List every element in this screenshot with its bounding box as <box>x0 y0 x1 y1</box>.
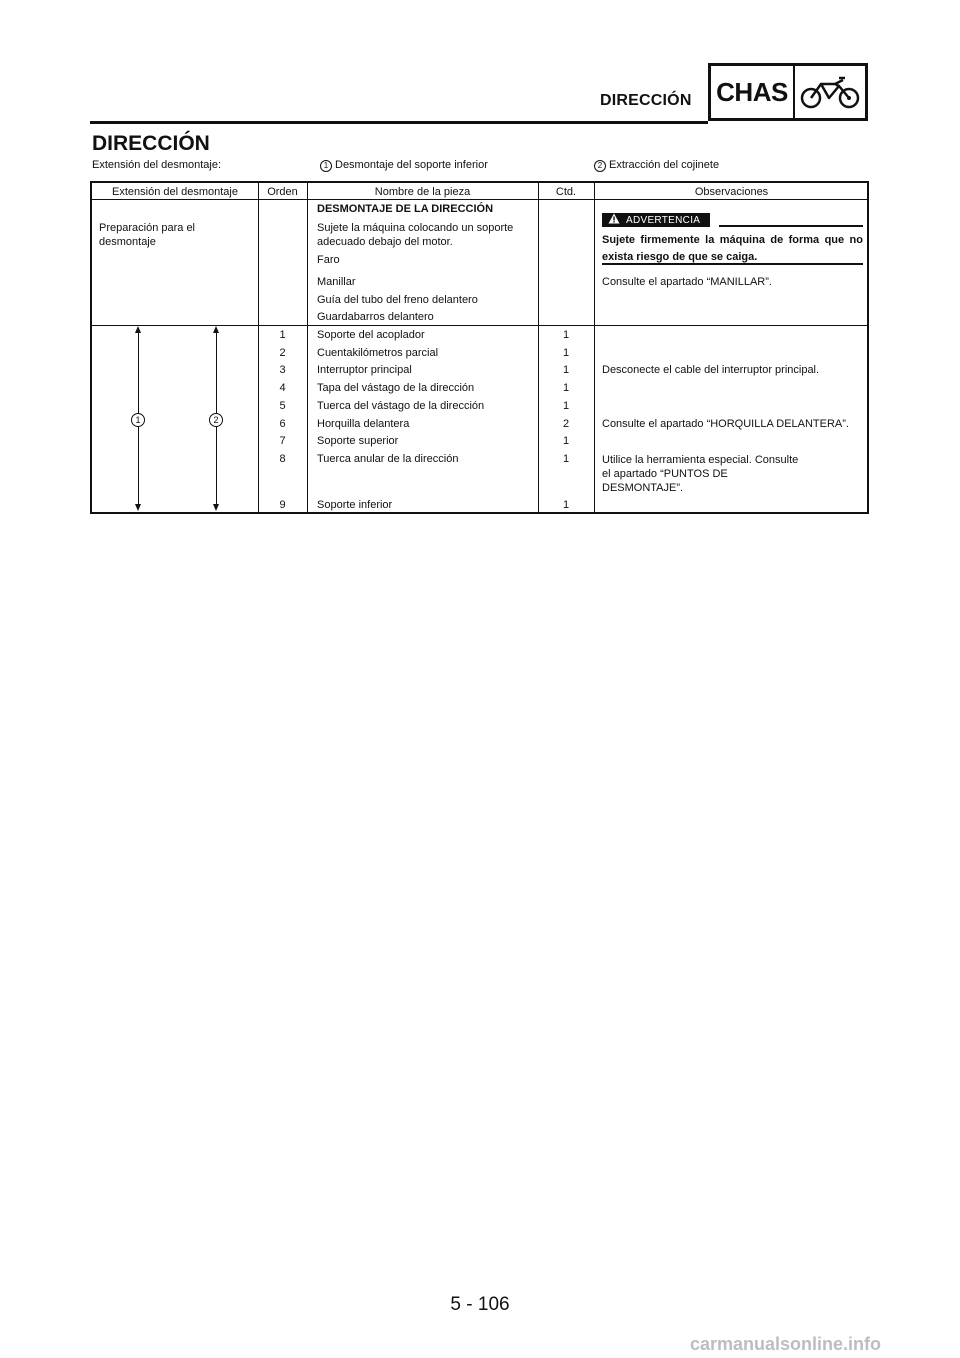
prep-heading: DESMONTAJE DE LA DIRECCIÓN <box>317 203 494 215</box>
row-part: Interruptor principal <box>317 364 412 376</box>
arrow-down-head <box>135 504 141 511</box>
row-order: 3 <box>279 364 286 376</box>
chas-badge-text: CHAS <box>711 66 795 118</box>
header-qty: Ctd. <box>555 186 577 198</box>
row-order: 2 <box>279 347 286 359</box>
disassembly-table <box>90 181 869 514</box>
header-remarks: Observaciones <box>694 186 769 198</box>
header-divider <box>92 199 867 200</box>
row-part: Tuerca del vástago de la dirección <box>317 400 485 412</box>
warning-text: Sujete firmemente la máquina de forma que no exista riesgo de que se caiga. <box>602 234 863 263</box>
row-part: Horquilla delantera <box>317 418 410 430</box>
prep-extent: Preparación para el desmontaje <box>99 222 196 248</box>
section-title: DIRECCIÓN <box>600 92 692 109</box>
arrow-down-head <box>213 504 219 511</box>
circled-number: 2 <box>594 160 606 172</box>
scope-item-2 <box>594 159 719 172</box>
scope-label: Extensión del desmontaje: <box>92 159 222 171</box>
row-qty: 1 <box>562 347 570 359</box>
row-qty: 1 <box>562 499 570 511</box>
row-remark: Utilice la herramienta especial. Consulte el apartado “PUNTOS DE DESMONTAJE”. <box>602 454 799 494</box>
row-part: Tuerca anular de la dirección <box>317 453 459 465</box>
row-part: Soporte inferior <box>317 499 393 511</box>
header-order: Orden <box>267 186 298 198</box>
row-order: 7 <box>279 435 286 447</box>
row-qty: 1 <box>562 400 570 412</box>
range-marker: 2 <box>209 413 223 427</box>
row-qty: 1 <box>562 382 570 394</box>
scope-item-text: Desmontaje del soporte inferior <box>335 159 488 171</box>
scope-item-text: Extracción del cojinete <box>609 159 720 171</box>
motorcycle-icon <box>795 66 865 118</box>
circled-number: 1 <box>320 160 332 172</box>
row-part: Tapa del vástago de la dirección <box>317 382 475 394</box>
prep-part: Manillar <box>317 276 356 288</box>
col-divider <box>594 183 595 512</box>
prep-part: Faro <box>317 254 340 266</box>
scope-item-1 <box>320 159 488 172</box>
warning-badge <box>602 213 710 227</box>
row-qty: 2 <box>562 418 570 430</box>
row-order: 1 <box>279 329 286 341</box>
header-part: Nombre de la pieza <box>374 186 471 198</box>
row-qty: 1 <box>562 364 570 376</box>
group-divider <box>92 325 867 326</box>
row-part: Soporte superior <box>317 435 399 447</box>
manillar-remark: Consulte el apartado “MANILLAR”. <box>602 276 772 288</box>
warning-rule <box>602 263 863 265</box>
row-qty: 1 <box>562 329 570 341</box>
chas-badge <box>708 63 868 121</box>
row-remark: Consulte el apartado “HORQUILLA DELANTERA”. <box>602 418 849 430</box>
row-qty: 1 <box>562 435 570 447</box>
row-order: 5 <box>279 400 286 412</box>
row-part: Soporte del acoplador <box>317 329 425 341</box>
page-number: 5 - 106 <box>450 1294 510 1315</box>
col-divider <box>307 183 308 512</box>
header-extent: Extensión del desmontaje <box>112 186 238 198</box>
header-rule <box>90 121 708 124</box>
page-title: DIRECCIÓN <box>92 132 210 155</box>
row-order: 9 <box>279 499 286 511</box>
watermark: carmanualsonline.info <box>690 1334 882 1354</box>
row-part: Cuentakilómetros parcial <box>317 347 439 359</box>
prep-part: Guía del tubo del freno delantero <box>317 294 478 306</box>
warning-label: ADVERTENCIA <box>626 215 701 226</box>
row-remark: Desconecte el cable del interruptor principal. <box>602 364 820 376</box>
row-order: 8 <box>279 453 286 465</box>
row-order: 4 <box>279 382 286 394</box>
prep-part: Guardabarros delantero <box>317 311 434 323</box>
prep-part: Sujete la máquina colocando un soporte adecuado debajo del motor. <box>317 222 514 248</box>
row-qty: 1 <box>562 453 570 465</box>
warning-triangle-icon <box>608 213 620 229</box>
warning-rule <box>719 225 863 227</box>
range-marker: 1 <box>131 413 145 427</box>
row-order: 6 <box>279 418 286 430</box>
